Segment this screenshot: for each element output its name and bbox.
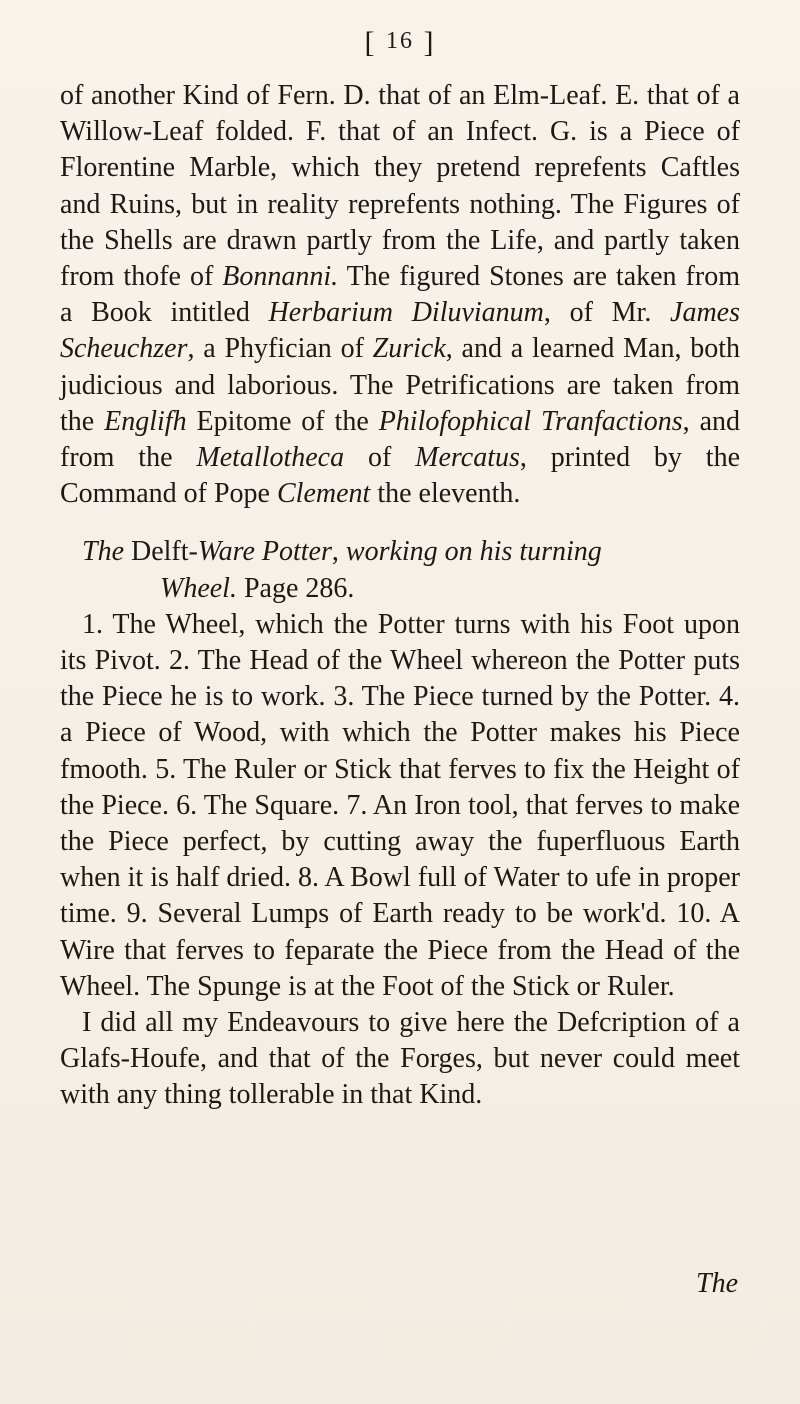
paragraph-glass-house: I did all my Endeavours to give here the Defcription of a Glafs-Houfe, and that of the Forges, but never could meet with any thing tollerable in that Kind. (60, 1007, 740, 1111)
bracket-right: ] (423, 26, 436, 59)
catchword: The (696, 1268, 738, 1299)
page-number: 16 (386, 28, 414, 54)
page-header (0, 26, 800, 60)
paragraph-wheel-parts: 1. The Wheel, which the Potter turns with his Foot upon its Pivot. 2. The Head of the Wheel whereon the Potter puts the Piece he is to work. 3. The Piece turned by the Potter. 4. a Piece of Wood, with which the Potter makes his Piece fmooth. 5. The Ruler or Stick that ferves to fix the Height of the Piece. 6. The Square. 7. An Iron tool, that ferves to make the Piece perfect, by cutting away the fuperfluous Earth when it is half dried. 8. A Bowl full of Water to ufe in proper time. 9. Several Lumps of Earth ready to be work'd. 10. A Wire that ferves to feparate the Piece from the Head of the Wheel. The Spunge is at the Foot of the Stick or Ruler. (60, 608, 740, 1002)
plate-caption: The Delft-Ware Potter, working on his turning Wheel. Page 286. (82, 536, 602, 604)
paragraph-specimens: of another Kind of Fern. D. that of an Elm-Leaf. E. that of a Willow-Leaf folded. F. that of an Infect. G. is a Piece of Florentine Marble, which they pretend reprefents Caftles and Ruins, but in reality reprefents nothing. The Figures of the Shells are drawn partly from the Life, and partly taken from thofe of Bonnanni. The figured Stones are taken from a Book intitled Herbarium Diluvianum, of Mr. James Scheuchzer, a Phyfician of Zurick, and a learned Man, both judicious and laborious. The Petrifications are taken from the Englifh Epitome of the Philofophical Tranfactions, and from the Metallotheca of Mercatus, printed by the Command of Pope Clement the eleventh. (60, 80, 741, 510)
body-text (60, 78, 740, 1114)
bracket-left: [ (364, 26, 377, 59)
